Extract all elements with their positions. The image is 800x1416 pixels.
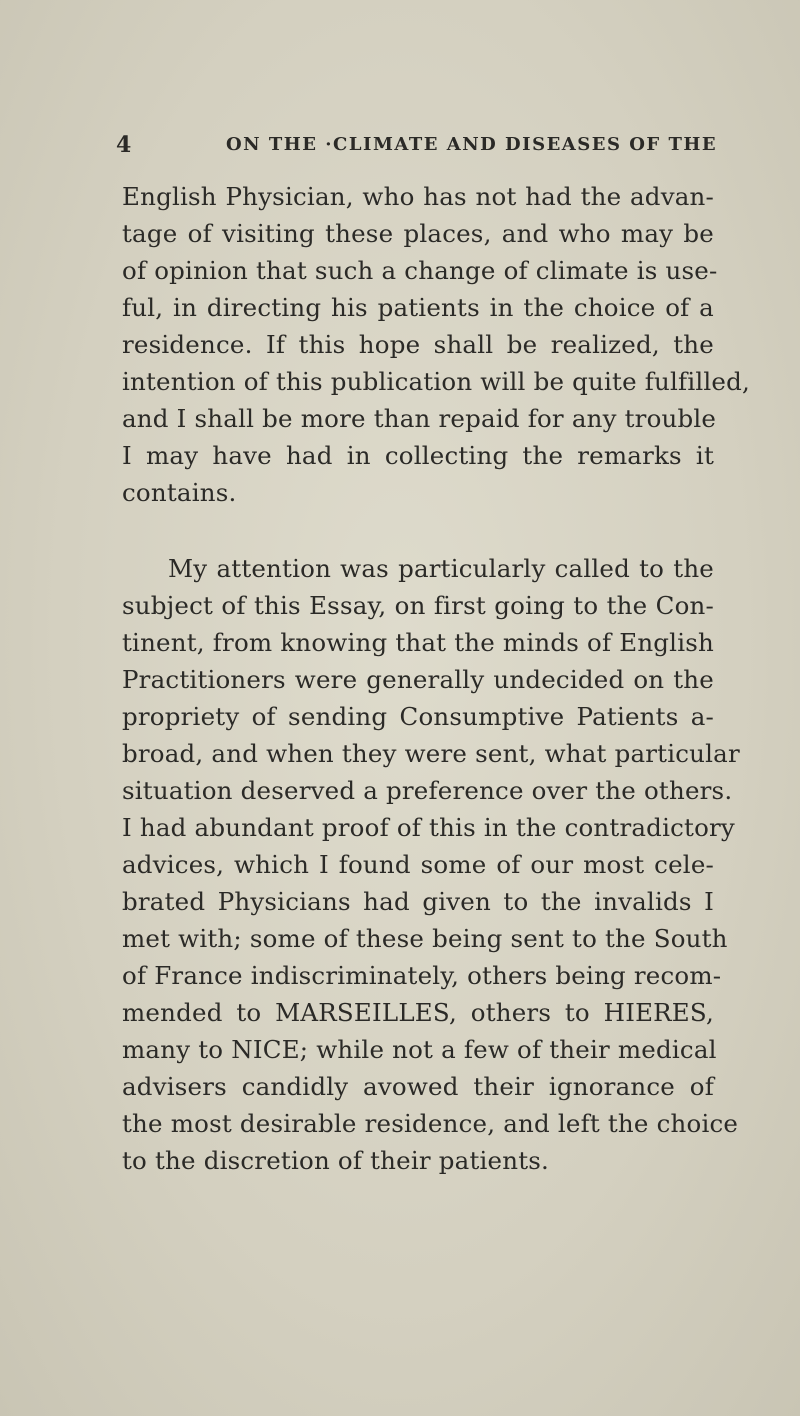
text-line: advisers candidly avowed their ignorance of	[122, 1072, 714, 1101]
text-line: English Physician, who has not had the advan-	[122, 182, 714, 211]
text-line: mended to MARSEILLES, others to HIERES,	[122, 998, 714, 1027]
text-line: to the discretion of their patients.	[122, 1146, 550, 1175]
text-line: My attention was particularly called to the	[168, 554, 714, 583]
text-line: brated Physicians had given to the invalids I	[122, 887, 714, 916]
text-line: intention of this publication will be quite fulfilled,	[122, 367, 751, 396]
text-line: ful, in directing his patients in the choice of a	[122, 293, 714, 322]
text-line: situation deserved a preference over the others.	[122, 776, 733, 805]
text-line: the most desirable residence, and left the choice	[122, 1109, 739, 1138]
text-line: of opinion that such a change of climate is use-	[122, 256, 718, 285]
text-line: advices, which I found some of our most cele-	[122, 850, 714, 879]
text-line: met with; some of these being sent to the South	[122, 924, 728, 953]
text-line: subject of this Essay, on first going to the Con-	[122, 591, 714, 620]
text-line: tage of visiting these places, and who may be	[122, 219, 714, 248]
text-line: Practitioners were generally undecided on the	[122, 665, 714, 694]
text-line: propriety of sending Consumptive Patients a-	[122, 702, 714, 731]
text-line: contains.	[122, 478, 237, 507]
running-title: ON THE ·CLIMATE AND DISEASES OF THE	[226, 134, 718, 155]
running-head	[116, 132, 756, 162]
text-line: many to NICE; while not a few of their medical	[122, 1035, 717, 1064]
text-line: tinent, from knowing that the minds of English	[122, 628, 714, 657]
text-line: of France indiscriminately, others being recom-	[122, 961, 722, 990]
text-line: I may have had in collecting the remarks it	[122, 441, 714, 470]
page-number: 4	[116, 132, 132, 158]
text-line: broad, and when they were sent, what particular	[122, 739, 740, 768]
text-line: and I shall be more than repaid for any trouble	[122, 404, 717, 433]
text-line: residence. If this hope shall be realized, the	[122, 330, 714, 359]
text-line: I had abundant proof of this in the contradictory	[122, 813, 735, 842]
